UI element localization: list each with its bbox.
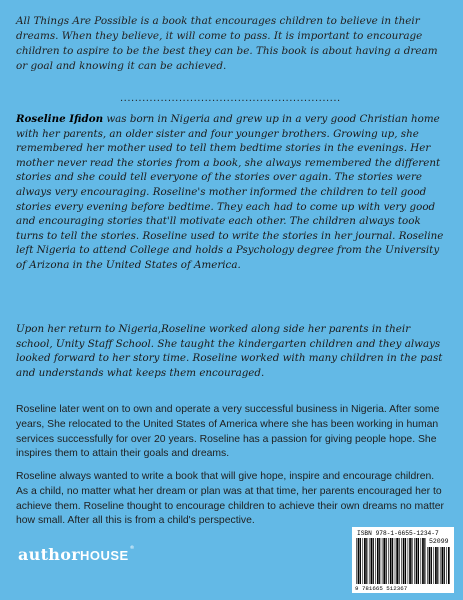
barcode-number: 9 781665 512367: [355, 585, 408, 592]
book-blurb: All Things Are Possible is a book that encourages children to believe in their dreams. When they believe, it will come to pass. It is important to encourage children to aspire to be the best they can be. This book is about having a dream or goal and knowing it can be achieved.: [16, 15, 438, 72]
isbn-number: ISBN 978-1-6655-1234-7: [357, 530, 439, 537]
bio-paragraph-2: Upon her return to Nigeria,Roseline worked along side her parents in their school, Unity Staff School. She taught the kindergarten children and they always looked forward to her story time. Roseline worked with many children in the past and understands what keeps them encouraged.: [16, 323, 443, 379]
isbn-barcode: [352, 527, 454, 593]
publisher-logo-house: HOUSE: [79, 548, 129, 563]
dotted-separator: ............................................................: [120, 93, 341, 104]
ean-barcode-icon: [356, 538, 426, 584]
price-code: 52099: [429, 538, 449, 545]
publisher-logo: [18, 545, 135, 564]
addon-barcode-icon: [427, 547, 451, 584]
publisher-logo-author: author: [18, 545, 80, 564]
bio-paragraph-1: [16, 112, 448, 273]
trademark-mark: ®: [129, 545, 135, 551]
author-name: Roseline Ifidon: [16, 113, 104, 125]
bio-paragraph-4: Roseline always wanted to write a book that will give hope, inspire and encourage children. As a child, no matter what her dream or plan was at that time, her parents encouraged her to achieve them. Roseline thought to encourage children to achieve their own dreams no matter how small. After all this is from a child's perspective.: [16, 471, 444, 527]
bio-paragraph-3: Roseline later went on to own and operate a very successful business in Nigeria. After some years, She relocated to the United States of America where she has been working in human services successfully for over 20 years. Roseline has a passion for giving people hope. She inspires them to attain their goals and dreams.: [16, 404, 440, 460]
bio-paragraph-1-text: was born in Nigeria and grew up in a very good Christian home with her parents, an older sister and four younger brothers. Growing up, she remembered her mother used to tell them bedtime stories in the evenings. Her mother never read the stories from a book, she always remembered the different stories and she could tell everyone of the stories over again. The stories were always very encouraging. Roseline's mother informed the children to tell good stories every evening before bedtime. They each had to come up with very good and encouraging stories that'll motivate each other. The children always took turns to tell the stories. Roseline used to write the stories in her journal. Roseline left Nigeria to attend College and holds a Psychology degree from the University of Arizona in the United States of America.: [16, 113, 444, 271]
